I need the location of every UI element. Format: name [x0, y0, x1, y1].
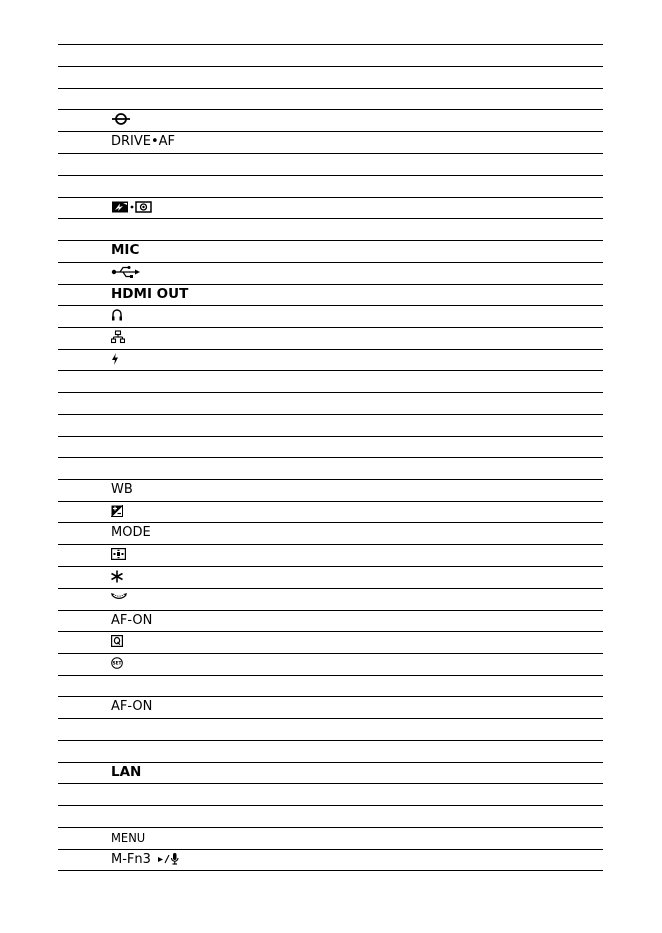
table-row	[111, 631, 123, 651]
table-rule	[58, 305, 603, 306]
table-rule	[58, 392, 603, 393]
table-rule	[58, 175, 603, 176]
table-rule	[58, 240, 603, 241]
table-rule	[58, 66, 603, 67]
flash-sync-icon	[111, 352, 119, 366]
quick-control-icon	[111, 635, 123, 647]
table-row	[111, 501, 123, 521]
table-rule	[58, 109, 603, 110]
ae-lock-icon	[111, 570, 123, 583]
table-row	[111, 653, 123, 673]
table-row	[111, 588, 127, 608]
table-rule	[58, 544, 603, 545]
table-row	[111, 305, 123, 325]
table-row	[111, 566, 123, 586]
table-rule	[58, 327, 603, 328]
table-row	[111, 197, 157, 217]
table-rule	[58, 740, 603, 741]
headphone-icon	[111, 308, 123, 322]
focal-plane-icon	[111, 112, 131, 126]
table-rule	[58, 870, 603, 871]
table-rule	[58, 805, 603, 806]
table-rule	[58, 631, 603, 632]
table-row	[111, 544, 126, 564]
svg-text:SET: SET	[112, 660, 122, 666]
table-row	[111, 240, 139, 260]
table-rule	[58, 457, 603, 458]
af-on-label: AF-ON	[111, 698, 153, 714]
mic-label: MIC	[111, 241, 140, 258]
table-rule	[58, 370, 603, 371]
mode-label: MODE	[111, 524, 151, 540]
table-row	[111, 849, 181, 869]
lan-label: LAN	[111, 763, 142, 780]
table-rule	[58, 479, 603, 480]
table-row	[111, 327, 125, 347]
table-rule	[58, 501, 603, 502]
table-rule	[58, 675, 603, 676]
table-rule	[58, 718, 603, 719]
table-row	[111, 109, 131, 129]
hdmi-out-label: HDMI OUT	[111, 285, 189, 302]
playback-voice-memo-icon	[157, 852, 181, 866]
table-row	[111, 349, 119, 369]
table-rule	[58, 436, 603, 437]
table-rule	[58, 349, 603, 350]
table-row	[111, 827, 148, 847]
main-dial-icon	[111, 593, 127, 604]
table-rule	[58, 588, 603, 589]
drive-af-label: DRIVE•AF	[111, 133, 176, 149]
table-row	[111, 762, 141, 782]
table-rule	[58, 653, 603, 654]
menu-label: MENU	[111, 829, 146, 845]
table-rule	[58, 44, 603, 45]
table-row	[111, 131, 175, 151]
af-point-selection-icon	[111, 548, 126, 560]
usb-icon	[111, 265, 141, 279]
table-row	[111, 610, 152, 630]
table-rule	[58, 566, 603, 567]
wb-label: WB	[111, 481, 133, 497]
m-fn3-label: M-Fn3	[111, 851, 151, 867]
table-rule	[58, 783, 603, 784]
af-on-label: AF-ON	[111, 612, 153, 628]
table-row	[111, 262, 141, 282]
table-row	[111, 522, 151, 542]
table-rule	[58, 414, 603, 415]
table-rule	[58, 218, 603, 219]
table-row	[111, 696, 152, 716]
flash-compensation-metering-icon	[111, 200, 157, 214]
set-button-icon	[111, 657, 123, 669]
table-row	[111, 479, 133, 499]
table-rule	[58, 153, 603, 154]
table-row	[111, 284, 188, 304]
network-icon	[111, 330, 125, 344]
exposure-compensation-icon	[111, 505, 123, 517]
table-rule	[58, 88, 603, 89]
